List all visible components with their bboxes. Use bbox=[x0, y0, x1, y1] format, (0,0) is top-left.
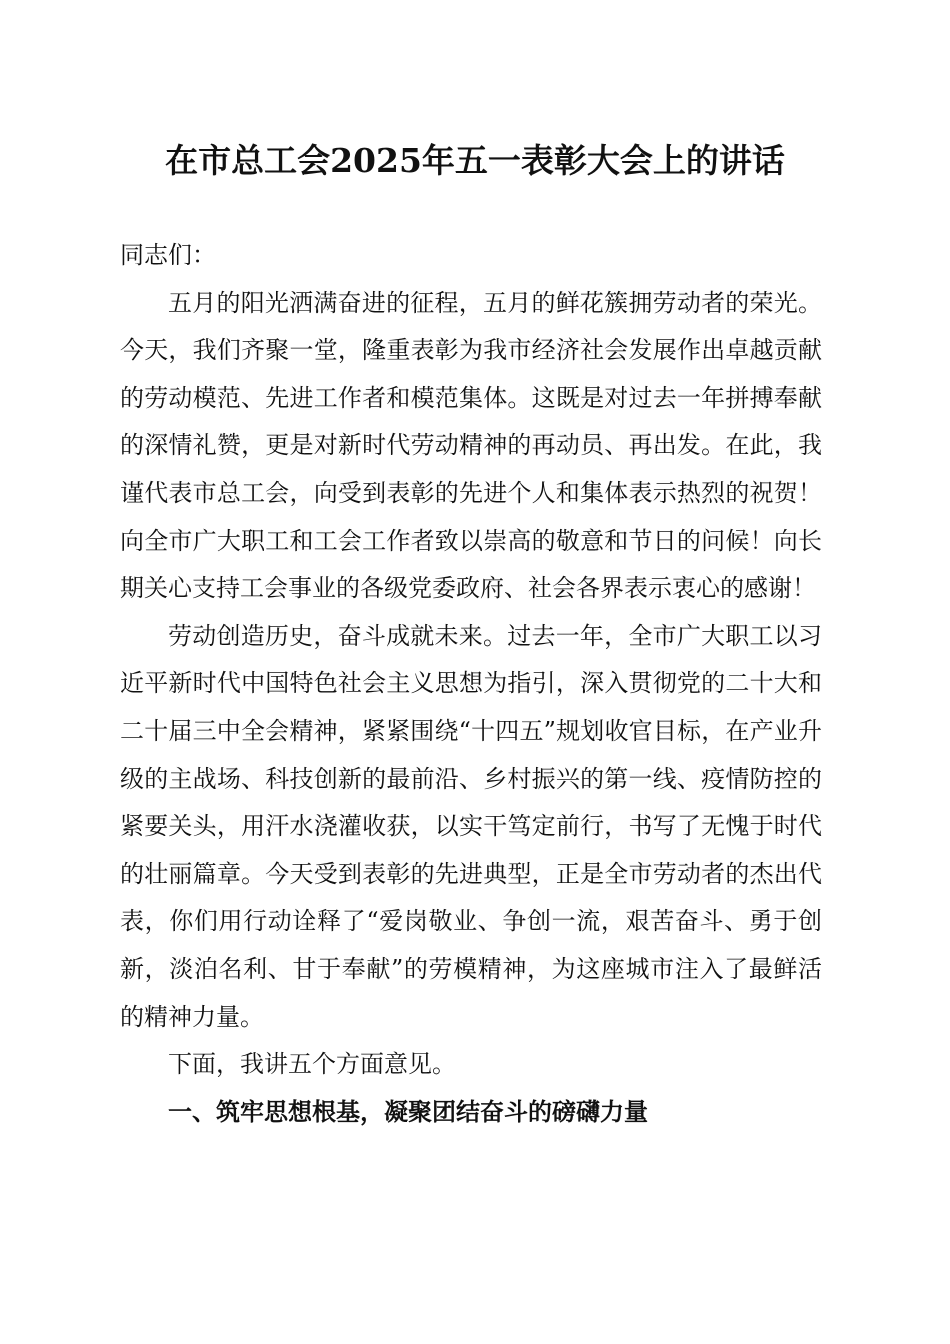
paragraph: 劳动创造历史，奋斗成就未来。过去一年，全市广大职工以习近平新时代中国特色社会主义思想为指引，深入贯彻党的二十大和二十届三中全会精神，紧紧围绕“十四五”规划收官目标，在产业升级的主战场、科技创新的最前沿、乡村振兴的第一线、疫情防控的紧要关头，用汗水浇灌收获，以实干笃定前行，书写了无愧于时代的壮丽篇章。今天受到表彰的先进典型，正是全市劳动者的杰出代表，你们用行动诠释了“爱岗敬业、争创一流，艰苦奋斗、勇于创新，淡泊名利、甘于奉献”的劳模精神，为这座城市注入了最鲜活的精神力量。 bbox=[120, 621, 822, 1031]
paragraph: 下面，我讲五个方面意见。 bbox=[168, 1050, 456, 1079]
salutation: 同志们： bbox=[120, 241, 216, 269]
document-body bbox=[120, 232, 822, 1136]
paragraph: 五月的阳光洒满奋进的征程，五月的鲜花簇拥劳动者的荣光。今天，我们齐聚一堂，隆重表彰为我市经济社会发展作出卓越贡献的劳动模范、先进工作者和模范集体。这既是对过去一年拼搏奉献的深情礼赞，更是对新时代劳动精神的再动员、再出发。在此，我谨代表市总工会，向受到表彰的先进个人和集体表示热烈的祝贺！向全市广大职工和工会工作者致以崇高的敬意和节日的问候！向长期关心支持工会事业的各级党委政府、社会各界表示衷心的感谢！ bbox=[120, 288, 822, 603]
section-heading: 一、筑牢思想根基，凝聚团结奋斗的磅礴力量 bbox=[168, 1097, 648, 1126]
document-title: 在市总工会2025年五一表彰大会上的讲话 bbox=[165, 141, 785, 180]
